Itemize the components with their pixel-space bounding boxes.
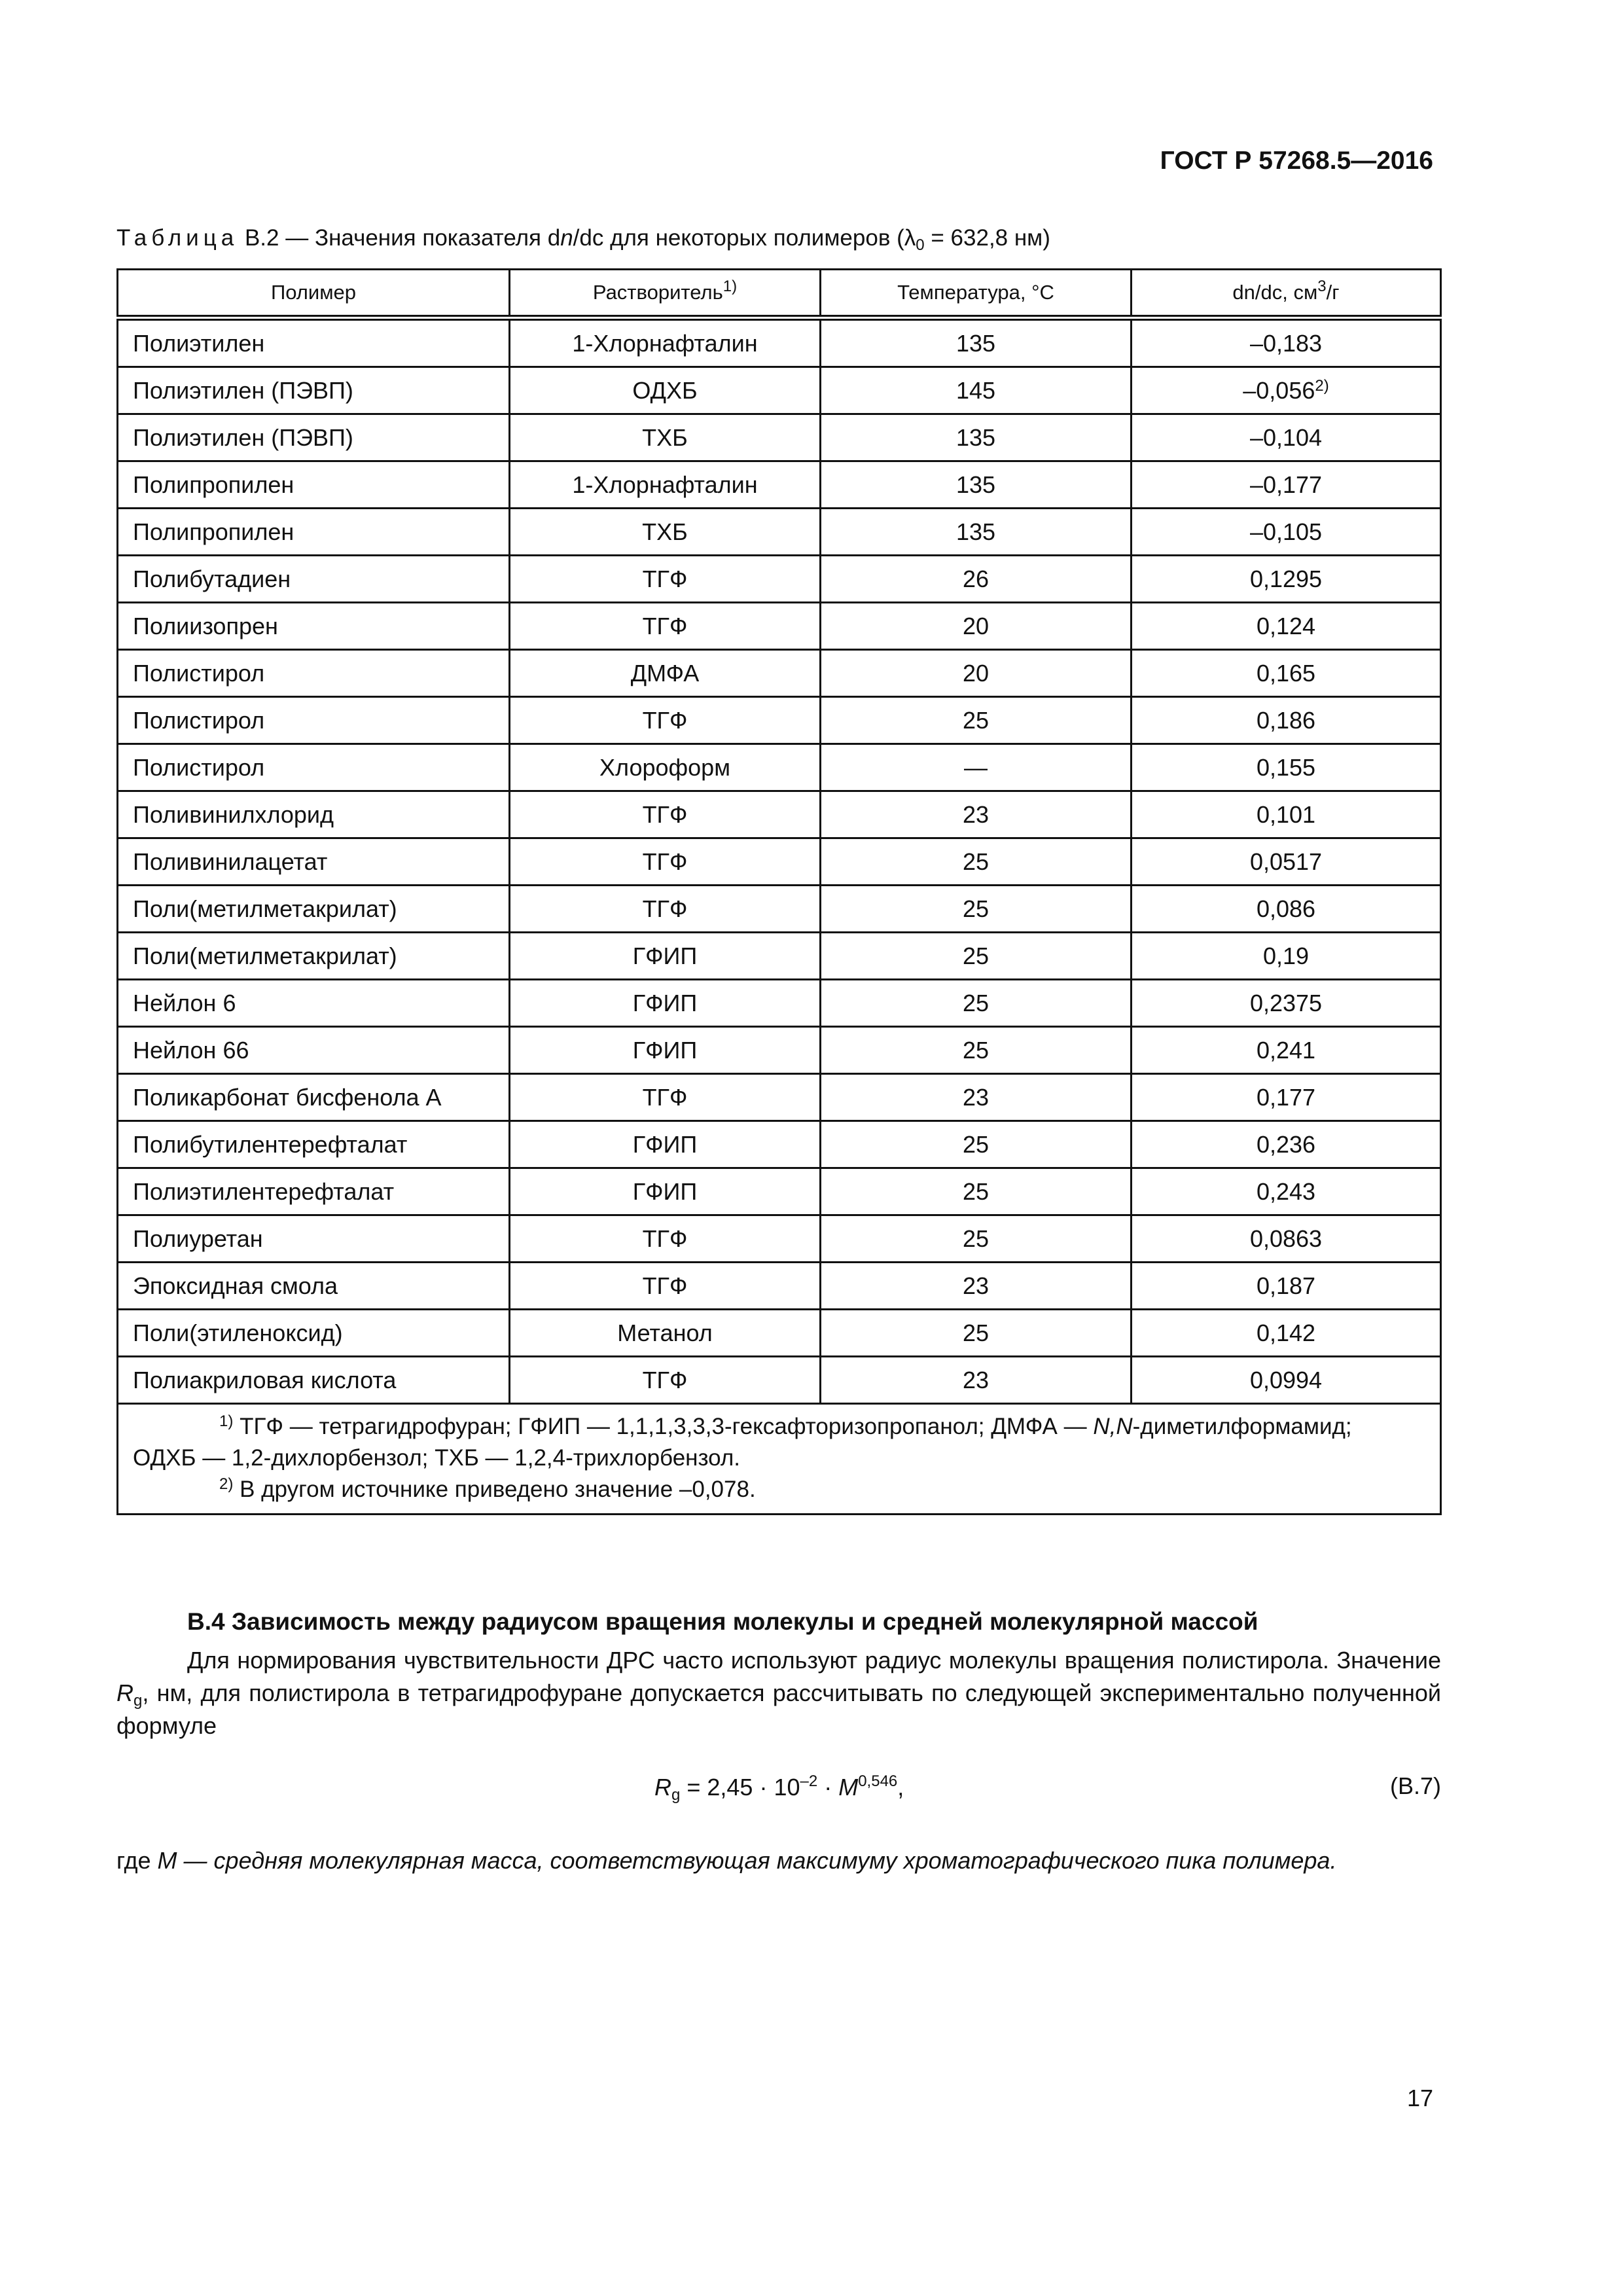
cell-solvent: ТГФ (510, 1357, 821, 1404)
cell-solvent: ГФИП (510, 1168, 821, 1215)
cell-dndc (1132, 1074, 1441, 1121)
formula-m-exp: 0,546 (858, 1772, 898, 1790)
cell-dndc-value: –0,056 (1243, 376, 1315, 404)
formula-g: g (671, 1786, 681, 1804)
formula-exp: –2 (800, 1772, 818, 1790)
cell-solvent: ГФИП (510, 1027, 821, 1074)
cell-solvent: ДМФА (510, 650, 821, 697)
cell-polymer: Полиакриловая кислота (118, 1357, 510, 1404)
where-rest: — средняя молекулярная масса, соответствующая максимуму хроматографического пика полимера. (177, 1847, 1337, 1874)
header-dndc-sup: 3 (1317, 278, 1327, 295)
notes-row (118, 1404, 1441, 1515)
cell-dndc-value: 0,19 (1262, 942, 1310, 969)
section-title: В.4 Зависимость между радиусом вращения молекулы и средней молекулярной массой (187, 1608, 1258, 1635)
note-1-marker: 1) (219, 1412, 234, 1430)
cell-solvent: ТГФ (510, 838, 821, 886)
table-row (118, 603, 1441, 650)
cell-solvent: ТГФ (510, 791, 821, 838)
header-dndc-label: dn/dc, см (1232, 281, 1318, 304)
cell-solvent: ГФИП (510, 980, 821, 1027)
note-1 (133, 1411, 1427, 1443)
table-row (118, 1074, 1441, 1121)
cell-polymer: Полистирол (118, 697, 510, 744)
cell-temperature: 25 (821, 933, 1132, 980)
header-polymer: Полимер (118, 270, 510, 318)
cell-temperature: 25 (821, 1168, 1132, 1215)
table-row (118, 838, 1441, 886)
table-row (118, 556, 1441, 603)
cell-dndc-value: 0,243 (1256, 1177, 1316, 1205)
caption-text-a: В.2 — Значения показателя d (238, 225, 561, 251)
cell-polymer: Поливинилхлорид (118, 791, 510, 838)
table-row (118, 886, 1441, 933)
note-2-marker: 2) (219, 1475, 234, 1493)
cell-dndc (1132, 509, 1441, 556)
cell-polymer: Полибутадиен (118, 556, 510, 603)
table-row (118, 1357, 1441, 1404)
table-row (118, 414, 1441, 461)
cell-solvent: ТХБ (510, 414, 821, 461)
cell-temperature: 135 (821, 461, 1132, 509)
cell-polymer: Нейлон 66 (118, 1027, 510, 1074)
header-dndc-tail: /г (1326, 281, 1340, 304)
cell-temperature: 25 (821, 1215, 1132, 1263)
cell-dndc (1132, 1357, 1441, 1404)
cell-solvent: ОДХБ (510, 367, 821, 414)
document-code: ГОСТ Р 57268.5—2016 (1160, 147, 1433, 175)
header-dndc (1132, 270, 1441, 318)
cell-dndc-value: –0,104 (1249, 423, 1323, 451)
paragraph-r-symbol: R (116, 1679, 134, 1706)
table-row (118, 650, 1441, 697)
section-paragraph (116, 1644, 1441, 1742)
header-solvent (510, 270, 821, 318)
formula-body: = 2,45 · 10 (680, 1774, 800, 1801)
cell-dndc (1132, 1027, 1441, 1074)
cell-dndc (1132, 1121, 1441, 1168)
cell-dndc (1132, 1168, 1441, 1215)
cell-polymer: Полипропилен (118, 509, 510, 556)
table-row (118, 1215, 1441, 1263)
cell-solvent: ТГФ (510, 886, 821, 933)
cell-dndc-value: 0,187 (1256, 1272, 1316, 1299)
caption-text-c: = 632,8 нм) (924, 225, 1050, 251)
cell-temperature: 23 (821, 791, 1132, 838)
cell-dndc-value: 0,0994 (1249, 1366, 1323, 1393)
notes-cell (118, 1404, 1441, 1515)
cell-temperature: 135 (821, 414, 1132, 461)
cell-dndc-value: 0,0863 (1249, 1225, 1323, 1252)
cell-temperature: 20 (821, 603, 1132, 650)
header-temperature: Температура, °С (821, 270, 1132, 318)
cell-polymer: Нейлон 6 (118, 980, 510, 1027)
table-row (118, 461, 1441, 509)
table-row (118, 1310, 1441, 1357)
cell-dndc (1132, 461, 1441, 509)
header-solvent-label: Растворитель (592, 281, 723, 304)
cell-temperature: — (821, 744, 1132, 791)
note-1-italic: N,N (1093, 1414, 1133, 1439)
cell-polymer: Полиизопрен (118, 603, 510, 650)
cell-solvent: ТГФ (510, 603, 821, 650)
cell-polymer: Полиуретан (118, 1215, 510, 1263)
cell-dndc-footnote: 2) (1315, 376, 1329, 395)
cell-dndc (1132, 1310, 1441, 1357)
cell-polymer: Поливинилацетат (118, 838, 510, 886)
cell-dndc-value: 0,241 (1256, 1036, 1316, 1064)
cell-dndc-value: 0,086 (1256, 895, 1316, 922)
where-lead: где (116, 1847, 158, 1874)
table-row (118, 980, 1441, 1027)
table-header-row (118, 270, 1441, 318)
cell-temperature: 25 (821, 1027, 1132, 1074)
cell-dndc-value: 0,0517 (1249, 848, 1323, 875)
formula-number: (В.7) (1389, 1772, 1441, 1799)
table-row (118, 1121, 1441, 1168)
table-row (118, 1027, 1441, 1074)
cell-temperature: 25 (821, 838, 1132, 886)
table-row (118, 933, 1441, 980)
cell-dndc-value: –0,177 (1249, 471, 1323, 498)
cell-dndc-value: –0,183 (1249, 329, 1323, 357)
table-row (118, 318, 1441, 367)
cell-solvent: ТГФ (510, 556, 821, 603)
cell-temperature: 23 (821, 1357, 1132, 1404)
where-clause (116, 1847, 1336, 1874)
formula-r: R (654, 1774, 671, 1801)
cell-dndc (1132, 556, 1441, 603)
cell-dndc (1132, 791, 1441, 838)
cell-solvent: ТГФ (510, 697, 821, 744)
cell-polymer: Поликарбонат бисфенола А (118, 1074, 510, 1121)
cell-dndc-value: 0,142 (1256, 1319, 1316, 1346)
cell-temperature: 25 (821, 1121, 1132, 1168)
cell-solvent: ТГФ (510, 1074, 821, 1121)
note-1-text-a: ТГФ — тетрагидрофуран; ГФИП — 1,1,1,3,3,3-гексафторизопропанол; ДМФА — (233, 1414, 1094, 1439)
dndc-table (116, 268, 1442, 1515)
cell-dndc (1132, 603, 1441, 650)
cell-dndc (1132, 838, 1441, 886)
cell-dndc-value: 0,236 (1256, 1130, 1316, 1158)
cell-temperature: 23 (821, 1263, 1132, 1310)
cell-dndc-value: 0,2375 (1249, 989, 1323, 1016)
paragraph-text-b: , нм, для полистирола в тетрагидрофуране допускается рассчитывать по следующей экспериментально полученной формуле (116, 1679, 1441, 1739)
cell-dndc-value: 0,124 (1256, 612, 1316, 639)
cell-temperature: 20 (821, 650, 1132, 697)
caption-italic-n: n (560, 225, 573, 251)
cell-polymer: Полиэтилентерефталат (118, 1168, 510, 1215)
cell-solvent: Метанол (510, 1310, 821, 1357)
where-m: M (157, 1847, 177, 1874)
table-row (118, 744, 1441, 791)
cell-dndc (1132, 886, 1441, 933)
cell-dndc-value: 0,1295 (1249, 565, 1323, 592)
cell-solvent: 1-Хлорнафталин (510, 318, 821, 367)
table-row (118, 509, 1441, 556)
cell-temperature: 25 (821, 980, 1132, 1027)
cell-polymer: Поли(метилметакрилат) (118, 933, 510, 980)
formula (654, 1772, 904, 1804)
cell-dndc-value: 0,165 (1256, 659, 1316, 687)
cell-solvent: Хлороформ (510, 744, 821, 791)
cell-dndc (1132, 414, 1441, 461)
caption-lambda: λ (904, 225, 916, 251)
cell-dndc (1132, 744, 1441, 791)
cell-polymer: Полистирол (118, 650, 510, 697)
table-body (118, 318, 1441, 1404)
note-1-line-2: ОДХБ — 1,2-дихлорбензол; ТХБ — 1,2,4-трихлорбензол. (133, 1445, 740, 1471)
cell-polymer: Поли(этиленоксид) (118, 1310, 510, 1357)
note-1-text-b: -диметилформамид; (1132, 1414, 1352, 1439)
cell-dndc-value: –0,105 (1249, 518, 1323, 545)
cell-solvent: 1-Хлорнафталин (510, 461, 821, 509)
cell-temperature: 26 (821, 556, 1132, 603)
table-row (118, 367, 1441, 414)
paragraph-text-a: Для нормирования чувствительности ДРС часто используют радиус молекулы вращения полистирола. Значение (187, 1647, 1441, 1674)
cell-solvent: ТГФ (510, 1215, 821, 1263)
cell-solvent: ГФИП (510, 1121, 821, 1168)
cell-dndc-value: 0,186 (1256, 706, 1316, 734)
cell-polymer: Полиэтилен (ПЭВП) (118, 367, 510, 414)
formula-m: M (838, 1774, 859, 1801)
caption-text-b: /dc для некоторых полимеров ( (573, 225, 904, 251)
cell-polymer: Поли(метилметакрилат) (118, 886, 510, 933)
caption-lambda-sub: 0 (916, 236, 925, 254)
cell-polymer: Полибутилентерефталат (118, 1121, 510, 1168)
formula-dot: · (817, 1774, 839, 1801)
cell-polymer: Полипропилен (118, 461, 510, 509)
table-row (118, 1263, 1441, 1310)
cell-solvent: ТХБ (510, 509, 821, 556)
cell-polymer: Эпоксидная смола (118, 1263, 510, 1310)
header-solvent-sup: 1) (722, 278, 738, 295)
table-caption (116, 225, 1050, 255)
cell-temperature: 145 (821, 367, 1132, 414)
cell-temperature: 135 (821, 509, 1132, 556)
cell-solvent: ГФИП (510, 933, 821, 980)
cell-polymer: Полиэтилен (ПЭВП) (118, 414, 510, 461)
caption-label: Таблица (116, 225, 239, 251)
cell-temperature: 23 (821, 1074, 1132, 1121)
cell-dndc (1132, 980, 1441, 1027)
cell-temperature: 25 (821, 886, 1132, 933)
formula-tail: , (897, 1774, 904, 1801)
note-2-text: В другом источнике приведено значение –0,078. (233, 1477, 756, 1502)
cell-dndc-value: 0,177 (1256, 1083, 1316, 1111)
cell-polymer: Полистирол (118, 744, 510, 791)
cell-dndc-value: 0,155 (1256, 753, 1316, 781)
cell-temperature: 25 (821, 697, 1132, 744)
paragraph-g-subscript: g (134, 1692, 143, 1710)
cell-polymer: Полиэтилен (118, 318, 510, 367)
cell-dndc (1132, 1215, 1441, 1263)
table-row (118, 1168, 1441, 1215)
cell-temperature: 135 (821, 318, 1132, 367)
note-2 (133, 1474, 1427, 1505)
cell-solvent: ТГФ (510, 1263, 821, 1310)
cell-dndc (1132, 650, 1441, 697)
cell-dndc (1132, 318, 1441, 367)
page-number: 17 (1406, 2085, 1433, 2111)
cell-dndc (1132, 1263, 1441, 1310)
cell-dndc-value: 0,101 (1256, 800, 1316, 828)
cell-dndc (1132, 933, 1441, 980)
table-row (118, 697, 1441, 744)
cell-temperature: 25 (821, 1310, 1132, 1357)
table-row (118, 791, 1441, 838)
cell-dndc (1132, 367, 1441, 414)
cell-dndc (1132, 697, 1441, 744)
